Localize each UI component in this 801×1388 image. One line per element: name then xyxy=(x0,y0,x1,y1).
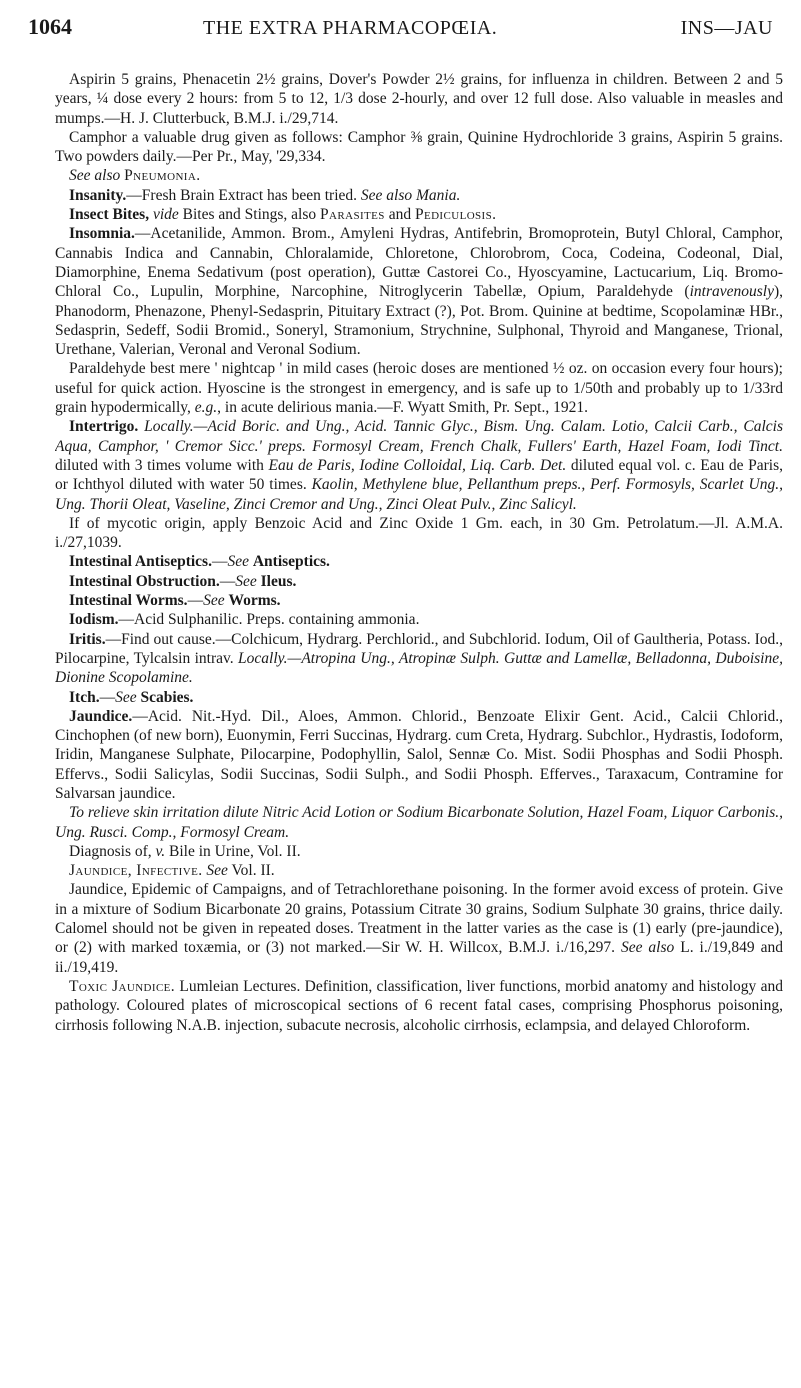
entry-heading: Antiseptics. xyxy=(252,553,330,571)
entry-text: See also xyxy=(620,939,675,957)
entry-text: Paraldehyde best mere ' nightcap ' in mild cases (heroic doses are mentioned ½ oz. on occasion every four hours); useful for quick action. Hyoscine is the strongest in emergency, and is safe up to 1/50th and probably up to 1/33rd grain hypodermically, xyxy=(55,360,783,417)
entry-paragraph xyxy=(55,359,783,417)
entry-text: Jaundice, Epidemic of Campaigns, and of Tetrachlorethane poisoning. In the former avoid excess of protein. Give in a mixture of Sodium Bicarbonate 20 grains, Potassium Citrate 30 grains, Sodium Sulphate 30 grains, thrice daily. Calomel should not be given in repeated doses. Treatment in the latter varies as the case is (1) early (pre-jaundice), or (2) with marked toxæmia, or (3) not marked.—Sir W. H. Willcox, B.M.J. i./16,297. xyxy=(55,881,783,957)
entry-text: , in acute delirious mania.—F. Wyatt Smith, Pr. Sept., 1921. xyxy=(217,399,588,417)
entry-paragraph xyxy=(55,630,783,688)
running-header xyxy=(28,14,773,54)
entry-paragraph xyxy=(55,417,783,513)
entry-text: Toxic Jaundice. xyxy=(69,977,176,995)
entry-text: See xyxy=(206,862,228,880)
entry-text: Jaundice, Infective. xyxy=(69,862,203,880)
entry-heading: Intertrigo. xyxy=(69,418,139,436)
entry-paragraph xyxy=(55,977,783,1035)
entry-paragraph xyxy=(55,552,783,571)
entry-text: and xyxy=(384,206,415,224)
entry-heading: Insect Bites, xyxy=(69,206,150,224)
entry-text: See also Mania. xyxy=(360,186,461,204)
entry-text: See xyxy=(235,572,257,590)
entry-paragraph xyxy=(55,128,783,167)
entry-heading: Intestinal Worms. xyxy=(69,592,188,610)
entry-paragraph xyxy=(55,591,783,610)
entry-text: intravenously xyxy=(689,283,774,301)
entry-text: diluted with 3 times volume with xyxy=(55,456,269,474)
entry-paragraph xyxy=(55,842,783,861)
entry-paragraph xyxy=(55,803,783,842)
entry-text: Locally.—Atropina Ung., Atropinæ Sulph. Guttæ and Lamellæ, Belladonna, Duboisine, Dionine Scopolamine. xyxy=(55,649,783,687)
entry-heading: Jaundice. xyxy=(69,707,133,725)
entry-paragraph xyxy=(55,610,783,629)
entry-paragraph xyxy=(55,707,783,803)
entry-text: See xyxy=(203,592,225,610)
entry-text: Diagnosis of, xyxy=(69,842,156,860)
entry-text: v. xyxy=(155,842,166,860)
entry-text: — xyxy=(211,553,228,571)
entry-paragraph xyxy=(55,205,783,224)
entry-text: —Find out cause.—Colchicum, Hydrarg. Perchlorid., and Subchlorid. Iodum, Oil of Gaultheria, Potass. Iod., Pilocarpine, Tylcalsin intrav. xyxy=(55,630,783,667)
entry-heading: Intestinal Antiseptics. xyxy=(69,553,212,571)
entry-paragraph xyxy=(55,880,783,976)
entry-text: Parasites xyxy=(320,206,385,224)
entry-text: Vol. II. xyxy=(227,862,275,880)
entry-heading: Iritis. xyxy=(69,630,106,648)
entry-text: See xyxy=(115,688,137,706)
entry-text: Pediculosis. xyxy=(414,206,497,224)
entry-text: Eau de Paris, Iodine Colloidal, Liq. Carb. Det. xyxy=(268,456,567,474)
page-number: 1064 xyxy=(28,14,72,39)
entry-paragraph xyxy=(55,166,783,185)
entry-text: Pneumonia. xyxy=(124,167,201,185)
entry-heading: Scabies. xyxy=(140,688,194,706)
entry-text: Kaolin, Methylene blue, Pellanthum preps., Perf. Formosyls, Scarlet Ung., Ung. Thorii Oleat, Vaseline, Zinci Cremor and Ung., Zinci Oleat Pulv., Zinc Salicyl. xyxy=(55,476,783,513)
entry-text: e.g. xyxy=(194,399,218,417)
entry-text: — xyxy=(187,592,204,610)
article-body xyxy=(55,70,783,1375)
entry-text: If of mycotic origin, apply Benzoic Acid and Zinc Oxide 1 Gm. each, in 30 Gm. Petrolatum.—Jl. A.M.A. i./27,1039. xyxy=(55,514,783,552)
entry-paragraph xyxy=(55,224,783,359)
header-keywords: INS—JAU xyxy=(680,17,773,39)
entry-heading: Ileus. xyxy=(260,572,297,590)
running-title: THE EXTRA PHARMACOPŒIA. xyxy=(203,17,498,39)
entry-paragraph xyxy=(55,688,783,707)
entry-heading: Intestinal Obstruction. xyxy=(69,572,220,590)
entry-paragraph xyxy=(55,572,783,591)
entry-text: Lumleian Lectures. Definition, classification, liver functions, morbid anatomy and histology and pathology. Coloured plates of microscopical sections of 6 recent fatal cases, comprising Phosphorus poisoning, cirrhosis following N.A.B. injection, subacute necrosis, alcoholic cirrhosis, eclampsia, and delayed Chloroform. xyxy=(55,977,783,1034)
entry-text: To relieve skin irritation dilute Nitric Acid Lotion or Sodium Bicarbonate Solution, Hazel Foam, Liquor Carbonis., Ung. Rusci. Comp., Formosyl Cream. xyxy=(55,804,783,841)
entry-text: ), Phanodorm, Phenazone, Phenyl-Sedasprin, Pituitary Extract (?), Pot. Brom. Quinine at bedtime, Scopolaminæ HBr., Sedasprin, Sedeff, Sodii Bromid., Soneryl, Stramonium, Strychnine, Sulphonal, Thyroid and Manganese, Trional, Urethane, Valerian, Veronal and Veronal Sodium. xyxy=(55,283,783,359)
entry-text: — xyxy=(219,572,236,590)
entry-heading: Iodism. xyxy=(69,611,119,629)
entry-text: Bile in Urine, Vol. II. xyxy=(165,842,301,860)
entry-heading: Insomnia. xyxy=(69,225,135,243)
entry-text: L. i./19,849 and ii./19,419. xyxy=(55,939,783,976)
entry-text: —Acid Sulphanilic. Preps. containing ammonia. xyxy=(118,611,420,629)
entry-text: Aspirin 5 grains, Phenacetin 2½ grains, Dover's Powder 2½ grains, for influenza in children. Between 2 and 5 years, ¼ dose every 2 hours: from 5 to 12, 1/3 dose 2-hourly, and over 12 full dose. Also valuable in measles and mumps.—H. J. Clutterbuck, B.M.J. i./29,714. xyxy=(55,71,783,127)
entry-heading: Worms. xyxy=(228,592,281,610)
entry-text: See also xyxy=(69,167,121,185)
entry-text: Locally.—Acid Boric. and Ung., Acid. Tannic Glyc., Bism. Ung. Calam. Lotio, Calcii Carb., Calcis Aqua, Camphor, ' Cremor Sicc.' preps. Formosyl Cream, French Chalk, Fullers' Earth, Hazel Foam, Iodi Tinct. xyxy=(55,418,783,455)
entry-text: —Acetanilide, Ammon. Brom., Amyleni Hydras, Antifebrin, Bromoprotein, Butyl Chloral, Camphor, Cannabis Indica and Cannabin, Chloralamide, Chloretone, Chlorobrom, Coca, Codeina, Codeonal, Dial, Diamorphine, Enema Sedativum (post operation), Guttæ Castorei Co., Hyoscyamine, Lactucarium, Liq. Bromo-Chloral Co., Lupulin, Morphine, Narcophine, Nitroglycerin Tabellæ, Opium, Paraldehyde ( xyxy=(55,225,783,301)
entry-paragraph xyxy=(55,186,783,205)
entry-paragraph xyxy=(55,70,783,128)
entry-text: diluted equal vol. c. Eau de Paris, or Ichthyol diluted with water 50 times. xyxy=(55,456,783,494)
entry-paragraph xyxy=(55,514,783,553)
entry-paragraph xyxy=(55,861,783,880)
entry-text: vide xyxy=(152,206,179,224)
entry-text: —Fresh Brain Extract has been tried. xyxy=(126,186,361,204)
entry-heading: Itch. xyxy=(69,688,100,706)
entry-text: Camphor a valuable drug given as follows: Camphor ⅜ grain, Quinine Hydrochloride 3 grains, Aspirin 5 grains. Two powders daily.—Per Pr., May, '29,334. xyxy=(55,128,783,166)
entry-text: — xyxy=(99,688,116,706)
entry-text: Bites and Stings, also xyxy=(178,206,321,224)
entry-heading: Insanity. xyxy=(69,186,127,204)
entry-text: See xyxy=(227,553,249,571)
entry-text: —Acid. Nit.-Hyd. Dil., Aloes, Ammon. Chlorid., Benzoate Elixir Gent. Acid., Calcii Chlorid., Cinchophen (of new born), Euonymin, Ferri Succinas, Hydrarg. cum Creta, Hydrarg. Subchlor., Hydrastis, Iodoform, Iridin, Manganese Sulphate, Pilocarpine, Podophyllin, Salol, Sennæ Co. Mist. Sodii Phosphas and Sodii Phosph. Effervs., Sodii Salicylas, Sodii Succinas, Sodii Sulph., and Sodii Phosph. Efferves., Taraxacum, Contramine for Salvarsan jaundice. xyxy=(55,707,783,802)
